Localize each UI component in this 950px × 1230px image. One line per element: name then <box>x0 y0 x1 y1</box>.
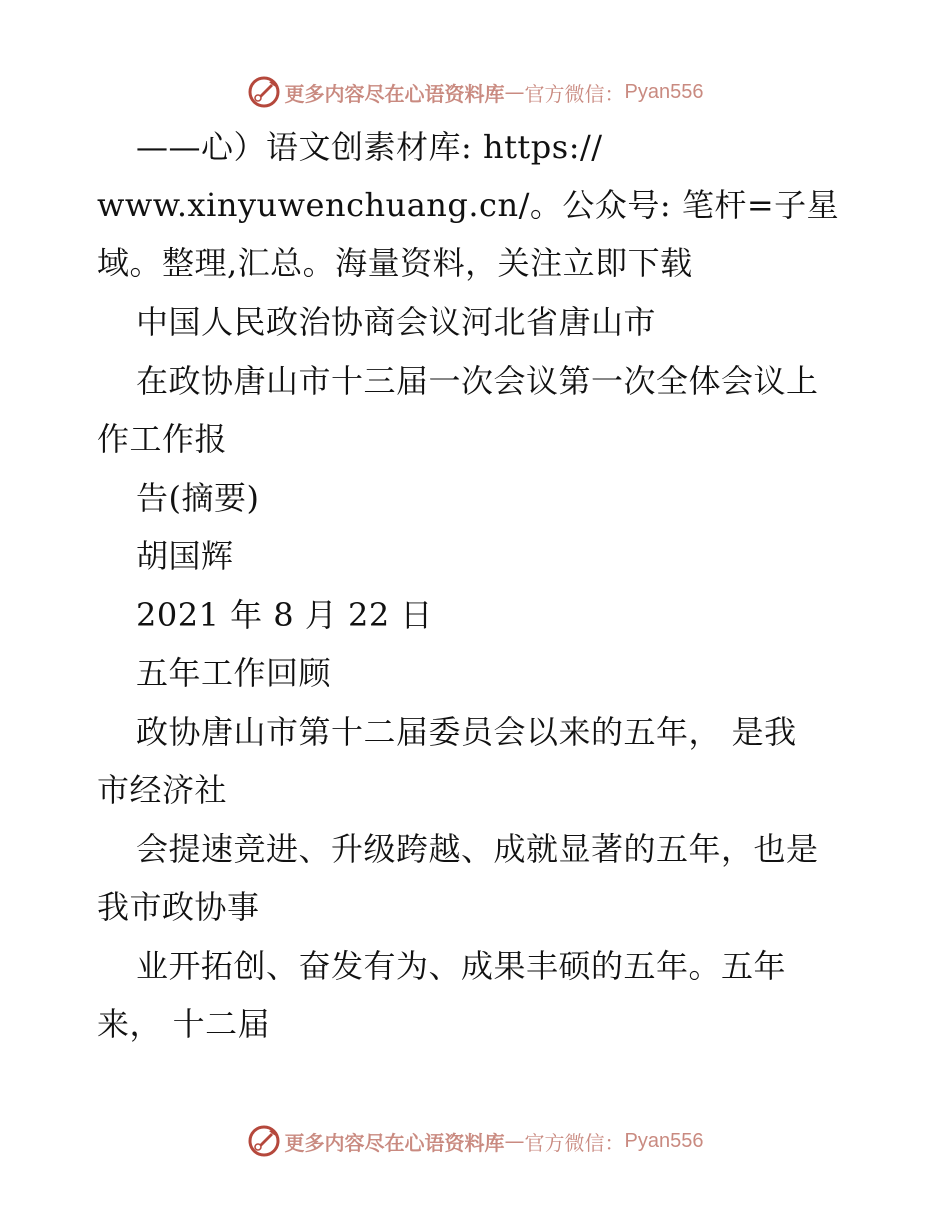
quill-logo-icon <box>247 1124 281 1158</box>
footer-banner <box>0 1121 950 1161</box>
text-line: 来， 十二届 <box>97 1005 271 1043</box>
text-line: 域。整理,汇总。海量资料，关注立即下载 <box>97 244 693 282</box>
text-line: 告(摘要) <box>136 479 260 517</box>
header-banner <box>0 72 950 112</box>
text-line: 中国人民政治协商会议河北省唐山市 <box>136 303 657 341</box>
banner-wechat-label: 官方微信： <box>524 81 625 106</box>
text-line: 会提速竞进、升级跨越、成就显著的五年，也是 <box>136 830 819 868</box>
banner-wechat-id: Pyan556 <box>624 1129 704 1152</box>
banner-wechat-id: Pyan556 <box>624 80 704 103</box>
text-line: 在政协唐山市十三届一次会议第一次全体会议上 <box>136 362 819 400</box>
banner-text: 更多内容尽在心语资料库 <box>284 81 505 106</box>
text-line: 我市政协事 <box>97 888 260 926</box>
quill-logo-icon <box>247 75 281 109</box>
author-name: 胡国辉 <box>136 537 234 575</box>
text-line: 业开拓创、奋发有为、成果丰硕的五年。五年 <box>136 947 787 985</box>
section-heading: 五年工作回顾 <box>136 654 332 692</box>
text-line: 政协唐山市第十二届委员会以来的五年， 是我 <box>136 713 797 751</box>
text-line: 市经济社 <box>97 771 228 809</box>
banner-wechat-label: 官方微信： <box>524 1130 625 1155</box>
banner-separator: — <box>504 1129 525 1153</box>
banner-text: 更多内容尽在心语资料库 <box>284 1130 505 1155</box>
banner-separator: — <box>504 80 525 104</box>
text-line: www.xinyuwenchuang.cn/。公众号: 笔杆=子星 <box>97 186 840 224</box>
text-line: 作工作报 <box>97 420 228 458</box>
report-date: 2021 年 8 月 22 日 <box>136 596 433 634</box>
text-line: ——心）语文创素材库: https:// <box>136 128 603 166</box>
